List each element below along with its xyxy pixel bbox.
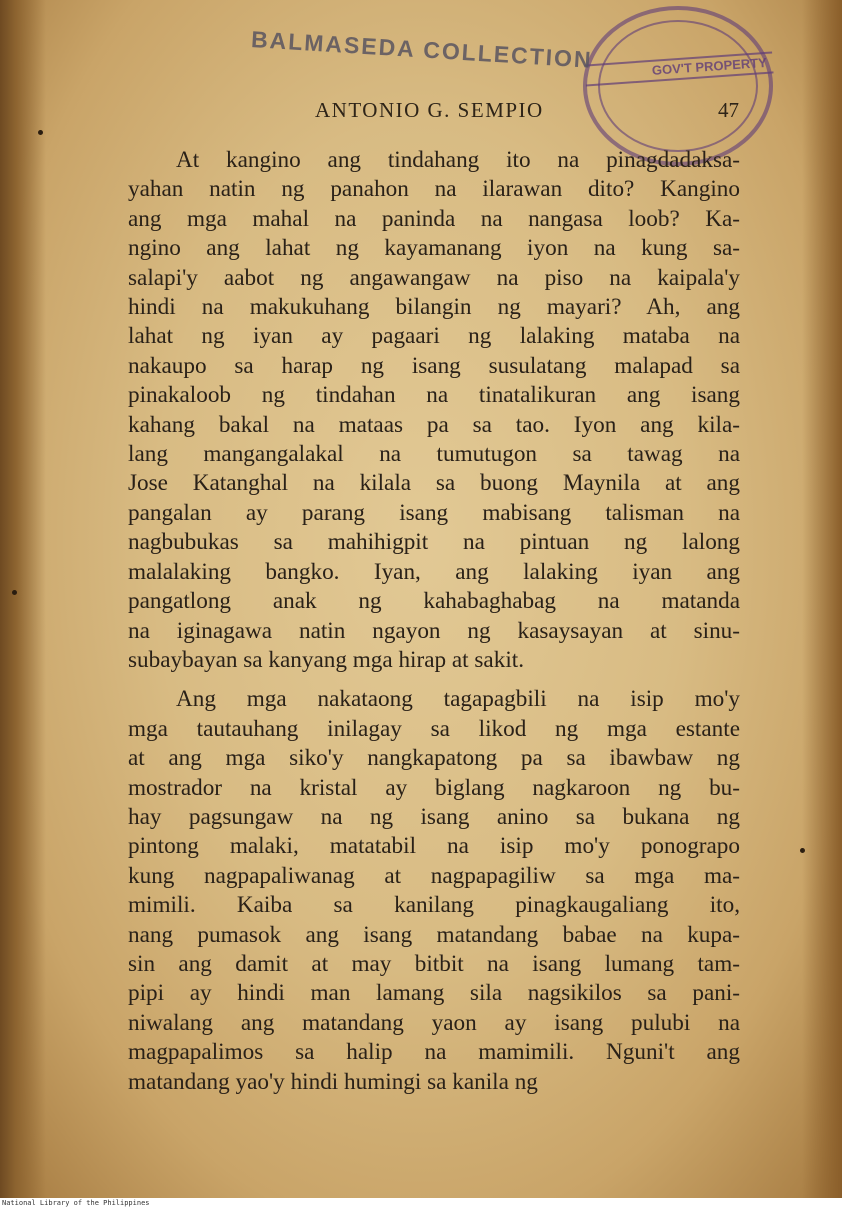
text-line: kung nagpapaliwanag at nagpapagiliw sa mga ma-: [128, 862, 740, 889]
body-text: [128, 146, 740, 1097]
text-line: lahat ng iyan ay pagaari ng lalaking mataba na: [128, 323, 740, 350]
text-line: na iginagawa natin ngayon ng kasaysayan at sinu-: [128, 617, 740, 644]
paragraph-gap: [128, 675, 740, 685]
margin-speck: [12, 590, 17, 595]
text-line: pangatlong anak ng kahabaghabag na matanda: [128, 588, 740, 615]
text-line: pintong malaki, matatabil na isip mo'y ponograpo: [128, 833, 740, 860]
text-line: sin ang damit at may bitbit na isang lumang tam-: [128, 950, 740, 977]
text-line: nang pumasok ang isang matandang babae na kupa-: [128, 921, 740, 948]
text-line: yahan natin ng panahon na ilarawan dito? Kangino: [128, 176, 740, 203]
margin-speck: [38, 130, 43, 135]
paragraph: [128, 685, 740, 1097]
text-line: At kangino ang tindahang ito na pinagdadaksa-: [176, 147, 740, 173]
text-line: mimili. Kaiba sa kanilang pinagkaugaliang ito,: [128, 892, 740, 919]
text-line: subaybayan sa kanyang mga hirap at sakit.: [128, 646, 524, 673]
collection-stamp: BALMASEDA COLLECTION: [250, 26, 594, 73]
text-line: pinakaloob ng tindahan na tinatalikuran ang isang: [128, 382, 740, 409]
paragraph: [128, 146, 740, 675]
seal-band-text: GOV'T PROPERTY: [584, 51, 773, 86]
text-line: hindi na makukuhang bilangin ng mayari? Ah, ang: [128, 294, 740, 321]
page-number: 47: [718, 98, 739, 122]
text-line: malalaking bangko. Iyan, ang lalaking iyan ang: [128, 558, 740, 585]
text-line: mostrador na kristal ay biglang nagkaroon ng bu-: [128, 774, 740, 801]
text-line: ang mga mahal na paninda na nangasa loob? Ka-: [128, 205, 740, 232]
text-line: mga tautauhang inilagay sa likod ng mga estante: [128, 715, 740, 742]
text-line: lang mangangalakal na tumutugon sa tawag na: [128, 441, 740, 468]
text-line: ngino ang lahat ng kayamanang iyon na kung sa-: [128, 235, 740, 262]
text-line: nagbubukas sa mahihigpit na pintuan ng lalong: [128, 529, 740, 556]
text-line: pangalan ay parang isang mabisang talisman na: [128, 499, 740, 526]
text-line: matandang yao'y hindi humingi sa kanila ng: [128, 1068, 538, 1095]
text-line: pipi ay hindi man lamang sila nagsikilos sa pani-: [128, 980, 740, 1007]
text-line: hay pagsungaw na ng isang anino sa bukana ng: [128, 803, 740, 830]
text-line: magpapalimos sa halip na mamimili. Nguni't ang: [128, 1039, 740, 1066]
text-line: niwalang ang matandang yaon ay isang pulubi na: [128, 1009, 740, 1036]
text-line: salapi'y aabot ng angawangaw na piso na kaipala'y: [128, 264, 740, 291]
text-line: Ang mga nakataong tagapagbili na isip mo'y: [176, 686, 740, 713]
library-seal-inner-ring: [598, 20, 758, 152]
margin-speck: [800, 848, 805, 853]
text-line: nakaupo sa harap ng isang susulatang malapad sa: [128, 352, 740, 379]
running-head-author: ANTONIO G. SEMPIO: [315, 98, 544, 122]
text-line: kahang bakal na mataas pa sa tao. Iyon ang kila-: [128, 411, 740, 438]
text-line: Jose Katanghal na kilala sa buong Maynila at ang: [128, 470, 740, 497]
text-line: at ang mga siko'y nangkapatong pa sa ibawbaw ng: [128, 745, 740, 772]
footer-credit: National Library of the Philippines: [2, 1199, 150, 1207]
